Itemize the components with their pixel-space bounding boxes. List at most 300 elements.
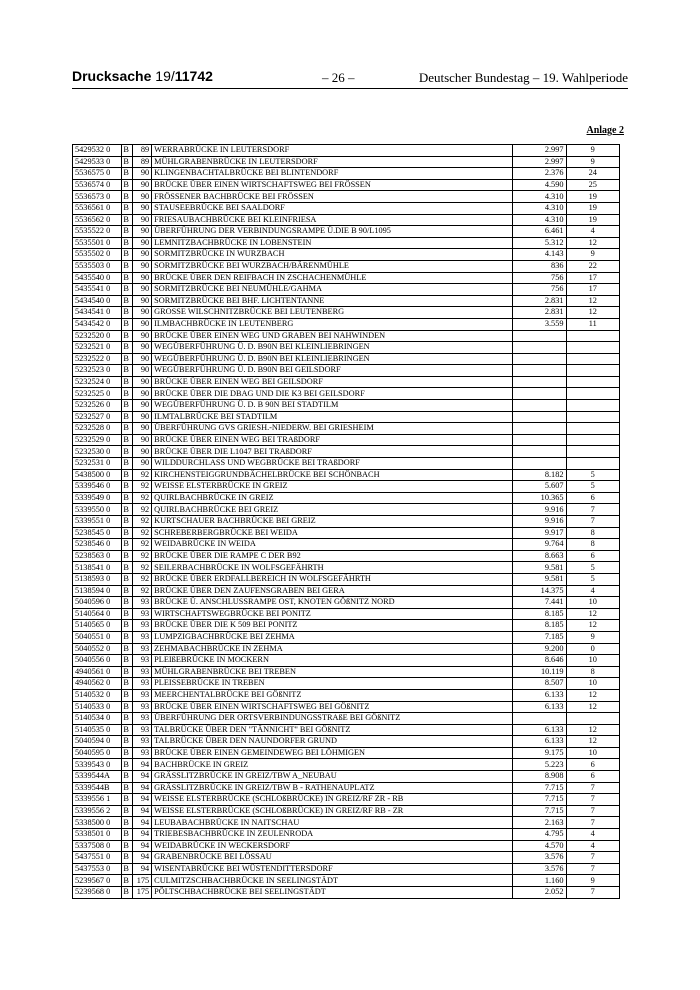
length-cell [513, 446, 566, 458]
route-number-cell: 90 [132, 330, 152, 342]
age-cell: 12 [566, 724, 620, 736]
age-cell: 4 [566, 840, 620, 852]
age-cell: 10 [566, 655, 620, 667]
bridge-name-cell: GROSSE WILSCHNITZBRÜCKE BEI LEUTENBERG [152, 307, 513, 319]
bridge-id-cell: 5429533 0 [73, 156, 122, 168]
length-cell: 9.917 [513, 527, 566, 539]
bridge-name-cell: BRÜCKE ÜBER DEN REIFBACH IN ZSCHACHENMÜHLE [152, 272, 513, 284]
bridge-id-cell: 5232521 0 [73, 342, 122, 354]
bridge-name-cell: MÜHLGRABENBRÜCKE BEI TREBEN [152, 666, 513, 678]
age-cell: 19 [566, 191, 620, 203]
bridge-id-cell: 5040594 0 [73, 736, 122, 748]
table-row [73, 562, 620, 574]
table-row [73, 504, 620, 516]
table-row [73, 608, 620, 620]
length-cell [513, 365, 566, 377]
route-number-cell: 92 [132, 539, 152, 551]
table-row [73, 469, 620, 481]
length-cell: 8.663 [513, 550, 566, 562]
table-row [73, 597, 620, 609]
route-number-cell: 92 [132, 504, 152, 516]
bridge-class-cell: B [122, 759, 132, 771]
route-number-cell: 90 [132, 342, 152, 354]
bridge-class-cell: B [122, 794, 132, 806]
length-cell: 836 [513, 260, 566, 272]
length-cell: 9.200 [513, 643, 566, 655]
age-cell: 24 [566, 168, 620, 180]
length-cell: 10.365 [513, 492, 566, 504]
bridge-name-cell: WEISSE ELSTERBRÜCKE IN GREIZ [152, 481, 513, 493]
bridge-name-cell: WEISSE ELSTERBRÜCKE (SCHLOßBRÜCKE) IN GREIZ/RF RB - ZR [152, 805, 513, 817]
bridge-class-cell: B [122, 492, 132, 504]
bridge-class-cell: B [122, 318, 132, 330]
age-cell: 4 [566, 829, 620, 841]
bridge-class-cell: B [122, 458, 132, 470]
bridge-class-cell: B [122, 145, 132, 157]
age-cell [566, 353, 620, 365]
bridge-name-cell: GRABENBRÜCKE BEI LÖSSAU [152, 852, 513, 864]
age-cell [566, 330, 620, 342]
route-number-cell: 90 [132, 202, 152, 214]
bridge-name-cell: PÖLTSCHBACHBRÜCKE BEI SEELINGSTÄDT [152, 887, 513, 899]
age-cell [566, 376, 620, 388]
bridge-id-cell: 5536574 0 [73, 179, 122, 191]
length-cell: 6.133 [513, 724, 566, 736]
length-cell: 6.133 [513, 736, 566, 748]
bridge-table-body [73, 145, 620, 899]
route-number-cell: 94 [132, 794, 152, 806]
age-cell: 7 [566, 805, 620, 817]
length-cell: 14.375 [513, 585, 566, 597]
bridge-id-cell: 5437551 0 [73, 852, 122, 864]
bridge-id-cell: 5239568 0 [73, 887, 122, 899]
age-cell: 17 [566, 284, 620, 296]
bridge-class-cell: B [122, 365, 132, 377]
route-number-cell: 93 [132, 678, 152, 690]
length-cell: 8.182 [513, 469, 566, 481]
bridge-name-cell: BRÜCKE ÜBER EINEN GEMEINDEWEG BEI LÖHMIGEN [152, 747, 513, 759]
bridge-id-cell: 5232530 0 [73, 446, 122, 458]
bridge-class-cell: B [122, 666, 132, 678]
bridge-class-cell: B [122, 307, 132, 319]
age-cell: 10 [566, 747, 620, 759]
age-cell: 12 [566, 295, 620, 307]
route-number-cell: 90 [132, 237, 152, 249]
bridge-class-cell: B [122, 550, 132, 562]
bridge-name-cell: BRÜCKE ÜBER EINEN WIRTSCHAFTSWEG BEI FRÖSSEN [152, 179, 513, 191]
table-row [73, 747, 620, 759]
bridge-class-cell: B [122, 342, 132, 354]
table-row [73, 191, 620, 203]
table-row [73, 655, 620, 667]
bridge-class-cell: B [122, 179, 132, 191]
table-row [73, 585, 620, 597]
bridge-name-cell: BRÜCKE ÜBER ERDFALLBEREICH IN WOLFSGEFÄHRTH [152, 573, 513, 585]
bridge-name-cell: LEUBABACHBRÜCKE IN NAITSCHAU [152, 817, 513, 829]
bridge-name-cell: BRÜCKE ÜBER DIE L1047 BEI TRAßDORF [152, 446, 513, 458]
bridge-id-cell: 5339546 0 [73, 481, 122, 493]
bridge-id-cell: 5435540 0 [73, 272, 122, 284]
route-number-cell: 92 [132, 481, 152, 493]
bridge-class-cell: B [122, 400, 132, 412]
table-row [73, 400, 620, 412]
age-cell: 12 [566, 608, 620, 620]
route-number-cell: 90 [132, 214, 152, 226]
bridge-id-cell: 5435541 0 [73, 284, 122, 296]
length-cell: 5.607 [513, 481, 566, 493]
bridge-name-cell: TRIEBESBACHBRÜCKE IN ZEULENRODA [152, 829, 513, 841]
bridge-class-cell: B [122, 353, 132, 365]
bridge-class-cell: B [122, 469, 132, 481]
bridge-id-cell: 5338500 0 [73, 817, 122, 829]
table-row [73, 736, 620, 748]
table-row [73, 516, 620, 528]
age-cell: 9 [566, 875, 620, 887]
age-cell: 7 [566, 817, 620, 829]
length-cell: 9.916 [513, 516, 566, 528]
age-cell: 6 [566, 550, 620, 562]
table-row [73, 620, 620, 632]
bridge-id-cell: 5140535 0 [73, 724, 122, 736]
bridge-name-cell: CULMITZSCHBACHBRÜCKE IN SEELINGSTÄDT [152, 875, 513, 887]
drucksache-number: 11742 [174, 68, 213, 84]
bridge-id-cell: 5535503 0 [73, 260, 122, 272]
age-cell: 4 [566, 226, 620, 238]
table-row [73, 145, 620, 157]
bridge-name-cell: KIRCHENSTEIGGRUNDBÄCHELBRÜCKE BEI SCHÖNBACH [152, 469, 513, 481]
age-cell: 9 [566, 156, 620, 168]
table-row [73, 446, 620, 458]
bridge-class-cell: B [122, 168, 132, 180]
bridge-class-cell: B [122, 771, 132, 783]
bridge-name-cell: GRÄSSLITZBRÜCKE IN GREIZ/TBW A_NEUBAU [152, 771, 513, 783]
route-number-cell: 92 [132, 492, 152, 504]
bridge-name-cell: FRIESAUBACHBRÜCKE BEI KLEINFRIESA [152, 214, 513, 226]
bridge-name-cell: GRÄSSLITZBRÜCKE IN GREIZ/TBW B - RATHENAUPLATZ [152, 782, 513, 794]
table-row [73, 214, 620, 226]
bridge-id-cell: 5040595 0 [73, 747, 122, 759]
route-number-cell: 92 [132, 573, 152, 585]
bridge-class-cell: B [122, 295, 132, 307]
length-cell: 756 [513, 284, 566, 296]
route-number-cell: 175 [132, 887, 152, 899]
route-number-cell: 90 [132, 260, 152, 272]
length-cell: 4.310 [513, 202, 566, 214]
length-cell: 7.441 [513, 597, 566, 609]
table-row [73, 365, 620, 377]
route-number-cell: 92 [132, 527, 152, 539]
bridge-name-cell: PLEIßEBRÜCKE IN MOCKERN [152, 655, 513, 667]
age-cell: 5 [566, 562, 620, 574]
route-number-cell: 92 [132, 562, 152, 574]
bridge-class-cell: B [122, 689, 132, 701]
route-number-cell: 94 [132, 817, 152, 829]
bridge-id-cell: 5535522 0 [73, 226, 122, 238]
age-cell: 7 [566, 852, 620, 864]
age-cell: 4 [566, 585, 620, 597]
length-cell: 2.997 [513, 156, 566, 168]
length-cell: 6.133 [513, 689, 566, 701]
length-cell: 8.507 [513, 678, 566, 690]
route-number-cell: 93 [132, 608, 152, 620]
length-cell: 4.310 [513, 214, 566, 226]
bridge-name-cell: BRÜCKE ÜBER EINEN WEG BEI TRAßDORF [152, 434, 513, 446]
bridge-name-cell: MEERCHENTALBRÜCKE BEI GÖßNITZ [152, 689, 513, 701]
table-row [73, 284, 620, 296]
age-cell: 8 [566, 527, 620, 539]
bridge-class-cell: B [122, 226, 132, 238]
bridge-id-cell: 5040596 0 [73, 597, 122, 609]
bridge-name-cell: QUIRLBACHBRÜCKE BEI GREIZ [152, 504, 513, 516]
route-number-cell: 94 [132, 829, 152, 841]
age-cell: 12 [566, 620, 620, 632]
bridge-id-cell: 4940562 0 [73, 678, 122, 690]
route-number-cell: 90 [132, 365, 152, 377]
bridge-id-cell: 5140564 0 [73, 608, 122, 620]
route-number-cell: 90 [132, 423, 152, 435]
bridge-id-cell: 4940561 0 [73, 666, 122, 678]
length-cell [513, 411, 566, 423]
length-cell: 6.461 [513, 226, 566, 238]
bridge-name-cell: SORMITZBRÜCKE BEI BHF. LICHTENTANNE [152, 295, 513, 307]
bridge-id-cell: 5040551 0 [73, 631, 122, 643]
bridge-name-cell: SORMITZBRÜCKE BEI WURZBACH/BÄRENMÜHLE [152, 260, 513, 272]
age-cell: 8 [566, 539, 620, 551]
length-cell [513, 376, 566, 388]
anlage-label: Anlage 2 [586, 125, 624, 136]
bridge-name-cell: ILMTALBRÜCKE BEI STADTILM [152, 411, 513, 423]
age-cell: 5 [566, 469, 620, 481]
length-cell [513, 353, 566, 365]
age-cell: 9 [566, 631, 620, 643]
bridge-id-cell: 5434541 0 [73, 307, 122, 319]
bridge-id-cell: 5536561 0 [73, 202, 122, 214]
bridge-class-cell: B [122, 260, 132, 272]
route-number-cell: 94 [132, 771, 152, 783]
length-cell: 8.185 [513, 608, 566, 620]
bridge-class-cell: B [122, 875, 132, 887]
bridge-id-cell: 5232528 0 [73, 423, 122, 435]
age-cell: 7 [566, 504, 620, 516]
table-row [73, 318, 620, 330]
table-row [73, 434, 620, 446]
bridge-class-cell: B [122, 237, 132, 249]
age-cell: 12 [566, 736, 620, 748]
bridge-class-cell: B [122, 516, 132, 528]
bridge-name-cell: WILDDURCHLASS UND WEGBRÜCKE BEI TRAßDORF [152, 458, 513, 470]
table-row [73, 701, 620, 713]
bridge-id-cell: 5232524 0 [73, 376, 122, 388]
bridge-name-cell: WISENTABRÜCKE BEI WÜSTENDITTERSDORF [152, 863, 513, 875]
bridge-id-cell: 5438500 0 [73, 469, 122, 481]
bridge-class-cell: B [122, 562, 132, 574]
age-cell [566, 458, 620, 470]
table-row [73, 840, 620, 852]
table-row [73, 550, 620, 562]
route-number-cell: 92 [132, 516, 152, 528]
bridge-name-cell: SCHREBERBERGBRÜCKE BEI WEIDA [152, 527, 513, 539]
length-cell: 4.795 [513, 829, 566, 841]
length-cell: 9.175 [513, 747, 566, 759]
bridge-id-cell: 5140534 0 [73, 713, 122, 725]
bridge-name-cell: ÜBERFÜHRUNG DER ORTSVERBINDUNGSSTRAßE BEI GÖßNITZ [152, 713, 513, 725]
bridge-id-cell: 5339556 2 [73, 805, 122, 817]
route-number-cell: 93 [132, 747, 152, 759]
table-row [73, 330, 620, 342]
table-row [73, 539, 620, 551]
age-cell: 7 [566, 863, 620, 875]
length-cell: 3.576 [513, 863, 566, 875]
age-cell: 5 [566, 573, 620, 585]
table-row [73, 376, 620, 388]
bridge-class-cell: B [122, 423, 132, 435]
bridge-class-cell: B [122, 156, 132, 168]
bridge-id-cell: 5339544A [73, 771, 122, 783]
bridge-class-cell: B [122, 631, 132, 643]
age-cell: 8 [566, 666, 620, 678]
table-row [73, 202, 620, 214]
table-row [73, 875, 620, 887]
bridge-id-cell: 5434540 0 [73, 295, 122, 307]
route-number-cell: 90 [132, 226, 152, 238]
table-row [73, 643, 620, 655]
table-row [73, 168, 620, 180]
bridge-class-cell: B [122, 330, 132, 342]
drucksache-label [72, 68, 213, 84]
bridge-name-cell: WEGÜBERFÜHRUNG Ü. D. B90N BEI KLEINLIEBRINGEN [152, 342, 513, 354]
table-row [73, 689, 620, 701]
bridge-name-cell: ÜBERFÜHRUNG DER VERBINDUNGSRAMPE Ü.DIE B 90/L1095 [152, 226, 513, 238]
table-row [73, 295, 620, 307]
page-header [72, 66, 628, 89]
table-row [73, 527, 620, 539]
bridge-name-cell: WIRTSCHAFTSWEGBRÜCKE BEI PONITZ [152, 608, 513, 620]
length-cell: 2.163 [513, 817, 566, 829]
length-cell: 8.908 [513, 771, 566, 783]
age-cell [566, 446, 620, 458]
bridge-class-cell: B [122, 747, 132, 759]
bridge-class-cell: B [122, 736, 132, 748]
route-number-cell: 94 [132, 852, 152, 864]
age-cell: 7 [566, 794, 620, 806]
bridge-name-cell: PLEISSEBRÜCKE IN TREBEN [152, 678, 513, 690]
table-row [73, 249, 620, 261]
bridge-name-cell: BRÜCKE ÜBER DIE RAMPE C DER B92 [152, 550, 513, 562]
bridge-class-cell: B [122, 214, 132, 226]
table-row [73, 423, 620, 435]
length-cell: 9.916 [513, 504, 566, 516]
age-cell: 25 [566, 179, 620, 191]
bridge-class-cell: B [122, 434, 132, 446]
bridge-name-cell: BRÜCKE ÜBER EINEN WEG BEI GEILSDORF [152, 376, 513, 388]
age-cell [566, 342, 620, 354]
length-cell: 3.576 [513, 852, 566, 864]
age-cell: 7 [566, 782, 620, 794]
bridge-name-cell: BRÜCKE ÜBER DIE DBAG UND DIE K3 BEI GEILSDORF [152, 388, 513, 400]
route-number-cell: 89 [132, 145, 152, 157]
bridge-name-cell: BRÜCKE ÜBER EINEN WIRTSCHAFTSWEG BEI GÖßNITZ [152, 701, 513, 713]
bridge-name-cell: BRÜCKE Ü. ANSCHLUSSRAMPE OST, KNOTEN GÖßNITZ NORD [152, 597, 513, 609]
age-cell: 12 [566, 307, 620, 319]
table-row [73, 573, 620, 585]
route-number-cell: 93 [132, 655, 152, 667]
bridge-class-cell: B [122, 388, 132, 400]
bridge-class-cell: B [122, 701, 132, 713]
route-number-cell: 93 [132, 620, 152, 632]
bridge-id-cell: 5040552 0 [73, 643, 122, 655]
age-cell: 5 [566, 481, 620, 493]
publisher-label: Deutscher Bundestag – 19. Wahlperiode [418, 70, 628, 85]
bridge-name-cell: TALBRÜCKE ÜBER DEN NAUNDORFER GRUND [152, 736, 513, 748]
table-row [73, 342, 620, 354]
length-cell [513, 342, 566, 354]
bridge-name-cell: FRÖSSENER BACHBRÜCKE BEI FRÖSSEN [152, 191, 513, 203]
length-cell: 7.185 [513, 631, 566, 643]
bridge-name-cell: BACHBRÜCKE IN GREIZ [152, 759, 513, 771]
length-cell: 8.185 [513, 620, 566, 632]
table-row [73, 631, 620, 643]
route-number-cell: 94 [132, 759, 152, 771]
bridge-class-cell: B [122, 504, 132, 516]
bridge-id-cell: 5339549 0 [73, 492, 122, 504]
route-number-cell: 175 [132, 875, 152, 887]
table-row [73, 388, 620, 400]
bridge-name-cell: LUMPZIGBACHBRÜCKE BEI ZEHMA [152, 631, 513, 643]
bridge-id-cell: 5339543 0 [73, 759, 122, 771]
table-row [73, 782, 620, 794]
age-cell: 0 [566, 643, 620, 655]
bridge-class-cell: B [122, 620, 132, 632]
bridge-id-cell: 5138541 0 [73, 562, 122, 574]
bridge-id-cell: 5429532 0 [73, 145, 122, 157]
bridge-id-cell: 5339544B [73, 782, 122, 794]
bridge-id-cell: 5238563 0 [73, 550, 122, 562]
table-row [73, 771, 620, 783]
bridge-class-cell: B [122, 411, 132, 423]
age-cell [566, 713, 620, 725]
bridge-class-cell: B [122, 191, 132, 203]
age-cell: 19 [566, 202, 620, 214]
route-number-cell: 93 [132, 631, 152, 643]
bridge-id-cell: 5040556 0 [73, 655, 122, 667]
bridge-id-cell: 5536573 0 [73, 191, 122, 203]
bridge-id-cell: 5232525 0 [73, 388, 122, 400]
age-cell [566, 423, 620, 435]
length-cell [513, 423, 566, 435]
bridge-name-cell: WEIDABRÜCKE IN WECKERSDORF [152, 840, 513, 852]
length-cell [513, 400, 566, 412]
length-cell: 1.160 [513, 875, 566, 887]
route-number-cell: 90 [132, 318, 152, 330]
drucksache-word: Drucksache [72, 68, 152, 84]
table-row [73, 272, 620, 284]
bridge-name-cell: WEISSE ELSTERBRÜCKE (SCHLOßBRÜCKE) IN GREIZ/RF ZR - RB [152, 794, 513, 806]
route-number-cell: 93 [132, 643, 152, 655]
table-row [73, 713, 620, 725]
bridge-id-cell: 5238545 0 [73, 527, 122, 539]
age-cell: 7 [566, 516, 620, 528]
table-row [73, 724, 620, 736]
bridge-name-cell: BRÜCKE ÜBER DEN ZAUFENSGRABEN BEI GERA [152, 585, 513, 597]
route-number-cell: 90 [132, 400, 152, 412]
length-cell: 756 [513, 272, 566, 284]
bridge-id-cell: 5138594 0 [73, 585, 122, 597]
route-number-cell: 90 [132, 458, 152, 470]
table-row [73, 179, 620, 191]
bridge-class-cell: B [122, 643, 132, 655]
bridge-class-cell: B [122, 678, 132, 690]
route-number-cell: 90 [132, 446, 152, 458]
